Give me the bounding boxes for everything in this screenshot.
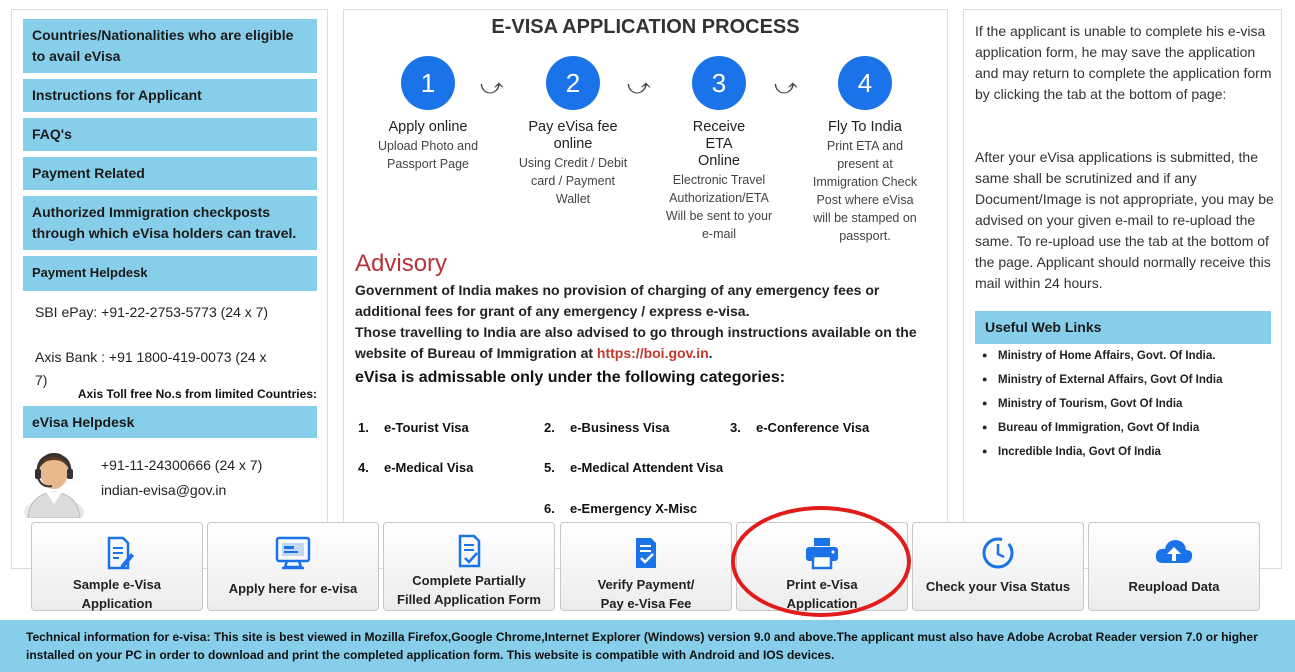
step-title: Pay eVisa fee online <box>528 119 618 152</box>
arrow-icon: ⤻ <box>480 74 504 99</box>
label-line-2: Application <box>81 596 153 611</box>
label-line-2: Filled Application Form <box>397 592 541 607</box>
link-label[interactable]: Ministry of External Affairs, Govt Of India <box>998 374 1223 386</box>
step-number: 1 <box>401 56 455 110</box>
visa-category-num: 5. <box>544 460 555 475</box>
check-status-label: Check your Visa Status <box>925 579 1071 594</box>
advisory-body <box>355 280 940 364</box>
axis-helpline-cont: 7) <box>35 372 48 388</box>
axis-helpline: Axis Bank : +91 1800-419-0073 (24 x <box>35 349 267 365</box>
bullet-icon: ● <box>982 374 988 384</box>
visa-category-label: e-Emergency X-Misc <box>570 501 698 516</box>
step-number: 3 <box>692 56 746 110</box>
sample-evisa-button[interactable] <box>31 522 203 611</box>
visa-category <box>544 501 697 516</box>
apply-evisa-button[interactable] <box>207 522 379 611</box>
step-title: Apply online <box>388 119 468 135</box>
visa-category <box>544 420 669 435</box>
advisory-line-2-end: . <box>708 345 713 361</box>
menu-instructions[interactable]: Instructions for Applicant <box>23 79 317 113</box>
step-number: 2 <box>546 56 600 110</box>
reupload-data-button[interactable] <box>1088 522 1260 611</box>
document-verify-icon <box>626 535 666 571</box>
right-panel <box>963 9 1282 569</box>
complete-partial-label <box>384 571 554 609</box>
link-immigration[interactable] <box>982 422 1199 434</box>
footer-heading: Technical information for e-visa: <box>26 630 211 644</box>
step-number: 4 <box>838 56 892 110</box>
link-label[interactable]: Ministry of Home Affairs, Govt. Of India. <box>998 350 1216 362</box>
document-edit-icon <box>97 535 137 571</box>
step-desc: Upload Photo and Passport Page <box>377 139 479 171</box>
footer-text: This site is best viewed in Mozilla Firefox,Google Chrome,Internet Explorer (Windows) version 9.0 and above.The applicant must also have Adobe Acrobat Reader version 7.0 or higher installed on your PC in order to download and print the completed application form. This website is compatible with Android and IOS devices. <box>26 630 1258 662</box>
label-line-2: Application <box>786 596 858 611</box>
helpdesk-email[interactable]: indian-evisa@gov.in <box>101 482 227 498</box>
menu-payment-related[interactable]: Payment Related <box>23 157 317 191</box>
advisory-title: Advisory <box>355 250 448 277</box>
useful-links-header: Useful Web Links <box>975 311 1271 344</box>
verify-payment-label <box>561 575 731 613</box>
reupload-data-label: Reupload Data <box>1128 579 1220 594</box>
step-desc: Using Credit / Debit card / Payment Wallet <box>518 156 628 206</box>
label-line-1: Sample e-Visa <box>73 577 161 592</box>
visa-category-num: 4. <box>358 460 369 475</box>
step-4 <box>800 56 930 245</box>
link-tourism[interactable] <box>982 398 1182 410</box>
save-info-text: If the applicant is unable to complete his e-visa application form, he may save the application and may return to complete the application form by clicking the tab at the bottom of page: <box>975 23 1272 102</box>
bullet-icon: ● <box>982 350 988 360</box>
visa-category-num: 3. <box>730 420 741 435</box>
visa-category-label: e-Conference Visa <box>756 420 870 435</box>
arrow-icon: ⤻ <box>774 74 798 99</box>
bullet-icon: ● <box>982 398 988 408</box>
advisory-line-2 <box>355 322 940 364</box>
menu-eligible-countries[interactable]: Countries/Nationalities who are eligible to avail eVisa <box>23 19 317 74</box>
visa-category <box>730 420 869 435</box>
label-line-1: Complete Partially <box>412 573 526 588</box>
visa-category-num: 2. <box>544 420 555 435</box>
visa-category <box>358 460 473 475</box>
menu-faqs[interactable]: FAQ's <box>23 118 317 152</box>
helpdesk-avatar-icon <box>22 444 86 518</box>
step-2 <box>508 56 638 208</box>
apply-evisa-label: Apply here for e-visa <box>228 581 358 596</box>
label-line-1: Verify Payment/ <box>597 577 695 592</box>
link-home-affairs[interactable] <box>982 350 1215 362</box>
center-panel <box>343 9 948 569</box>
step-desc: Print ETA and present at Immigration Check Post where eVisa will be stamped on passport. <box>812 139 918 243</box>
highlight-circle <box>731 506 911 617</box>
step-title: Fly To India <box>828 119 902 135</box>
reupload-info-text: After your eVisa applications is submitted, the same shall be scrutinized and if any Document/Image is not appropriate, you may be advised on your given e-mail to re-upload the same. To re-upload use the tab at the bottom of the page. Applicant should normally receive this mail within 24 hours. <box>975 149 1274 291</box>
link-incredible-india[interactable] <box>982 446 1161 458</box>
arrow-icon: ⤻ <box>627 74 651 99</box>
sbi-helpline: SBI ePay: +91-22-2753-5773 (24 x 7) <box>35 304 269 320</box>
visa-category <box>358 420 469 435</box>
visa-category-num: 1. <box>358 420 369 435</box>
step-desc: Electronic Travel Authorization/ETA Will be sent to your e-mail <box>665 173 773 241</box>
visa-category-label: e-Business Visa <box>570 420 670 435</box>
step-3 <box>654 56 784 243</box>
advisory-line-1: Government of India makes no provision of charging of any emergency fees or additional fees for grant of any emergency / express e-visa. <box>355 282 880 319</box>
visa-category-num: 6. <box>544 501 555 516</box>
menu-payment-helpdesk[interactable]: Payment Helpdesk <box>23 256 317 292</box>
computer-form-icon <box>273 535 313 571</box>
link-label[interactable]: Bureau of Immigration, Govt Of India <box>998 422 1200 434</box>
left-panel <box>11 9 328 569</box>
label-line-1: Print e-Visa <box>786 577 858 592</box>
complete-partial-button[interactable] <box>383 522 555 611</box>
step-title: Receive ETA Online <box>692 119 746 169</box>
link-external-affairs[interactable] <box>982 374 1223 386</box>
step-1 <box>363 56 493 173</box>
bullet-icon: ● <box>982 422 988 432</box>
visa-category-label: e-Tourist Visa <box>384 420 469 435</box>
menu-evisa-helpdesk[interactable]: eVisa Helpdesk <box>23 406 317 439</box>
footer-tech-info <box>0 620 1295 672</box>
link-label[interactable]: Ministry of Tourism, Govt Of India <box>998 398 1183 410</box>
verify-payment-button[interactable] <box>560 522 732 611</box>
admissable-heading: eVisa is admissable only under the following categories: <box>355 369 786 386</box>
process-title: E-VISA APPLICATION PROCESS <box>491 16 800 38</box>
axis-tollfree-link[interactable]: Axis Toll free No.s from limited Countries: <box>77 387 317 401</box>
advisory-line-2-text: Those travelling to India are also advised to go through instructions available on the website of Bureau of Immigration at <box>355 324 917 361</box>
helpdesk-phone: +91-11-24300666 (24 x 7) <box>101 457 263 473</box>
boi-link[interactable]: https://boi.gov.in <box>596 345 709 361</box>
sample-evisa-label <box>32 575 202 613</box>
label-line-2: Pay e-Visa Fee <box>600 596 692 611</box>
document-check-icon <box>449 533 489 569</box>
clock-icon <box>978 535 1018 571</box>
visa-category-label: e-Medical Visa <box>384 460 474 475</box>
menu-immigration-checkposts[interactable]: Authorized Immigration checkposts through which eVisa holders can travel. <box>23 196 317 251</box>
visa-category-label: e-Medical Attendent Visa <box>570 460 724 475</box>
check-status-button[interactable] <box>912 522 1084 611</box>
visa-category <box>544 460 723 475</box>
cloud-upload-icon <box>1154 535 1194 571</box>
link-label[interactable]: Incredible India, Govt Of India <box>998 446 1161 458</box>
bullet-icon: ● <box>982 446 988 456</box>
